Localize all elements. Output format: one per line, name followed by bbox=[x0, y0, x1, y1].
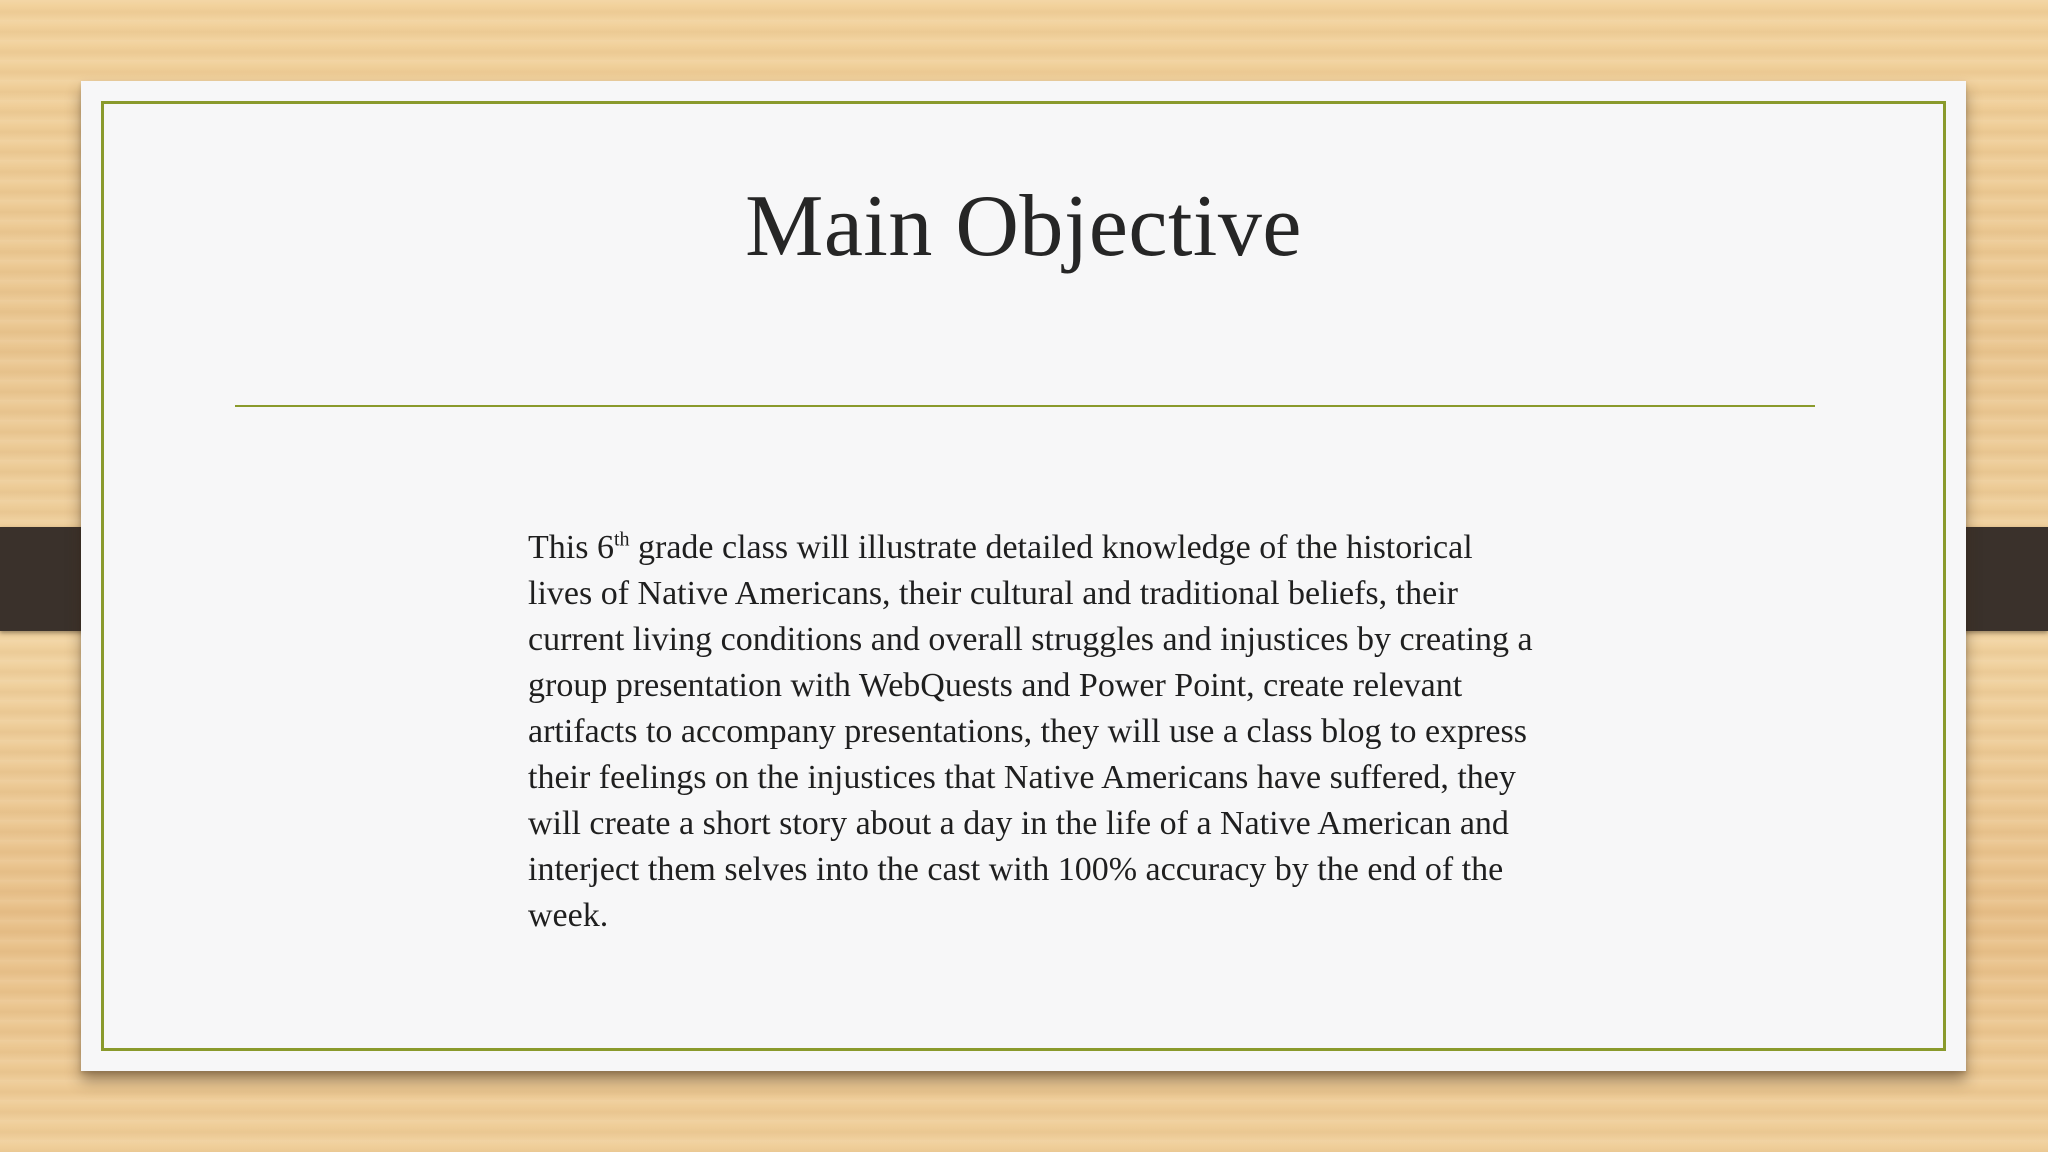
slide-title: Main Objective bbox=[745, 178, 1302, 275]
slide-card bbox=[81, 81, 1966, 1071]
title-divider bbox=[235, 405, 1815, 407]
ordinal-superscript: th bbox=[613, 528, 630, 551]
slide-body-text bbox=[528, 525, 1538, 939]
body-text-rest: grade class will illustrate detailed knowledge of the historical lives of Native Americans, their cultural and traditional beliefs, their current living conditions and overall struggles and injustices by creating a group presentation with WebQuests and Power Point, create relevant artifacts to accompany presentations, they will use a class blog to express their feelings on the injustices that Native Americans have suffered, they will create a short story about a day in the life of a Native American and interject them selves into the cast with 100% accuracy by the end of the week. bbox=[528, 529, 1533, 934]
body-text-start: This 6 bbox=[528, 529, 614, 566]
